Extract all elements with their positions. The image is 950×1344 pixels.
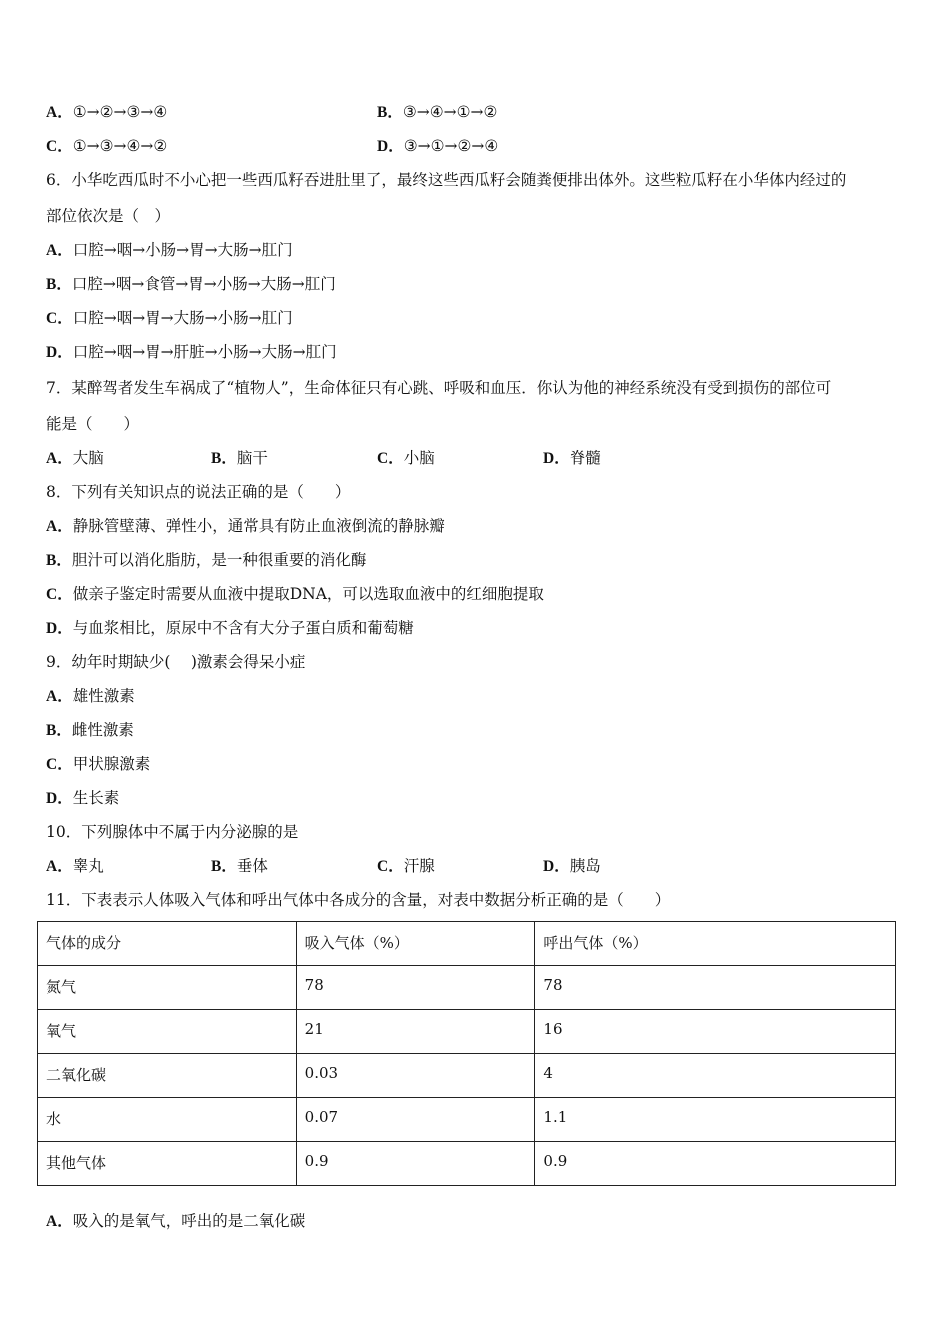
table-cell: 其他气体 (38, 1142, 297, 1186)
q8-stem: 8．下列有关知识点的说法正确的是（ ） (46, 483, 351, 501)
q6-option-d: D．口腔→咽→胃→肝脏→小肠→大肠→肛门 (46, 343, 337, 361)
q5-option-b: B．③→④→①→② (377, 103, 498, 121)
gas-composition-table (37, 921, 896, 1186)
q7-option-a: A．大脑 (46, 449, 104, 467)
q5-option-d: D．③→①→②→④ (377, 137, 499, 155)
table-cell: 78 (535, 966, 896, 1010)
q10-stem: 10．下列腺体中不属于内分泌腺的是 (46, 823, 299, 841)
q9-option-d: D．生长素 (46, 789, 120, 807)
q8-option-a: A．静脉管壁薄、弹性小，通常具有防止血液倒流的静脉瓣 (46, 517, 445, 535)
q8-option-d: D．与血浆相比，原尿中不含有大分子蛋白质和葡萄糖 (46, 619, 414, 637)
q6-stem-line1: 6．小华吃西瓜时不小心把一些西瓜籽吞进肚里了，最终这些西瓜籽会随粪便排出体外。这些粒瓜籽在小华体内经过的 (46, 171, 847, 189)
table-cell: 0.9 (296, 1142, 535, 1186)
table-row (38, 1054, 896, 1098)
q8-option-c: C．做亲子鉴定时需要从血液中提取DNA，可以选取血液中的红细胞提取 (46, 585, 544, 603)
table-cell: 4 (535, 1054, 896, 1098)
table-cell: 氧气 (38, 1010, 297, 1054)
q9-option-b: B．雌性激素 (46, 721, 134, 739)
table-cell: 16 (535, 1010, 896, 1054)
table-header-row (38, 922, 896, 966)
q5-option-c: C．①→③→④→② (46, 137, 168, 155)
q7-option-c: C．小脑 (377, 449, 435, 467)
q5-option-a: A．①→②→③→④ (46, 103, 168, 121)
q6-option-a: A．口腔→咽→小肠→胃→大肠→肛门 (46, 241, 293, 259)
table-row (38, 966, 896, 1010)
table-cell: 0.9 (535, 1142, 896, 1186)
table-cell: 二氧化碳 (38, 1054, 297, 1098)
q9-option-c: C．甲状腺激素 (46, 755, 151, 773)
table-header-cell: 吸入气体（%） (296, 922, 535, 966)
table-cell: 78 (296, 966, 535, 1010)
q7-option-d: D．脊髓 (543, 449, 601, 467)
table-cell: 0.07 (296, 1098, 535, 1142)
q10-option-c: C．汗腺 (377, 857, 435, 875)
table-header-cell: 气体的成分 (38, 922, 297, 966)
table-cell: 氮气 (38, 966, 297, 1010)
table-cell: 0.03 (296, 1054, 535, 1098)
q10-option-a: A．睾丸 (46, 857, 104, 875)
table-row (38, 1098, 896, 1142)
q11-stem: 11．下表表示人体吸入气体和呼出气体中各成分的含量，对表中数据分析正确的是（ ） (46, 891, 671, 909)
table-cell: 21 (296, 1010, 535, 1054)
q10-option-d: D．胰岛 (543, 857, 601, 875)
q10-option-b: B．垂体 (211, 857, 268, 875)
q6-stem-line2: 部位依次是（ ） (46, 207, 171, 225)
table-row (38, 1142, 896, 1186)
q11-option-a: A．吸入的是氧气，呼出的是二氧化碳 (46, 1212, 306, 1230)
q7-stem-line1: 7．某醉驾者发生车祸成了“植物人”，生命体征只有心跳、呼吸和血压．你认为他的神经系统没有受到损伤的部位可 (46, 379, 832, 397)
q8-option-b: B．胆汁可以消化脂肪，是一种很重要的消化酶 (46, 551, 367, 569)
table-cell: 1.1 (535, 1098, 896, 1142)
q6-option-c: C．口腔→咽→胃→大肠→小肠→肛门 (46, 309, 293, 327)
q7-option-b: B．脑干 (211, 449, 268, 467)
q7-stem-line2: 能是（ ） (46, 415, 140, 433)
q9-stem: 9．幼年时期缺少( )激素会得呆小症 (46, 653, 306, 671)
table-header-cell: 呼出气体（%） (535, 922, 896, 966)
table-row (38, 1010, 896, 1054)
q9-option-a: A．雄性激素 (46, 687, 135, 705)
table-cell: 水 (38, 1098, 297, 1142)
q6-option-b: B．口腔→咽→食管→胃→小肠→大肠→肛门 (46, 275, 336, 293)
